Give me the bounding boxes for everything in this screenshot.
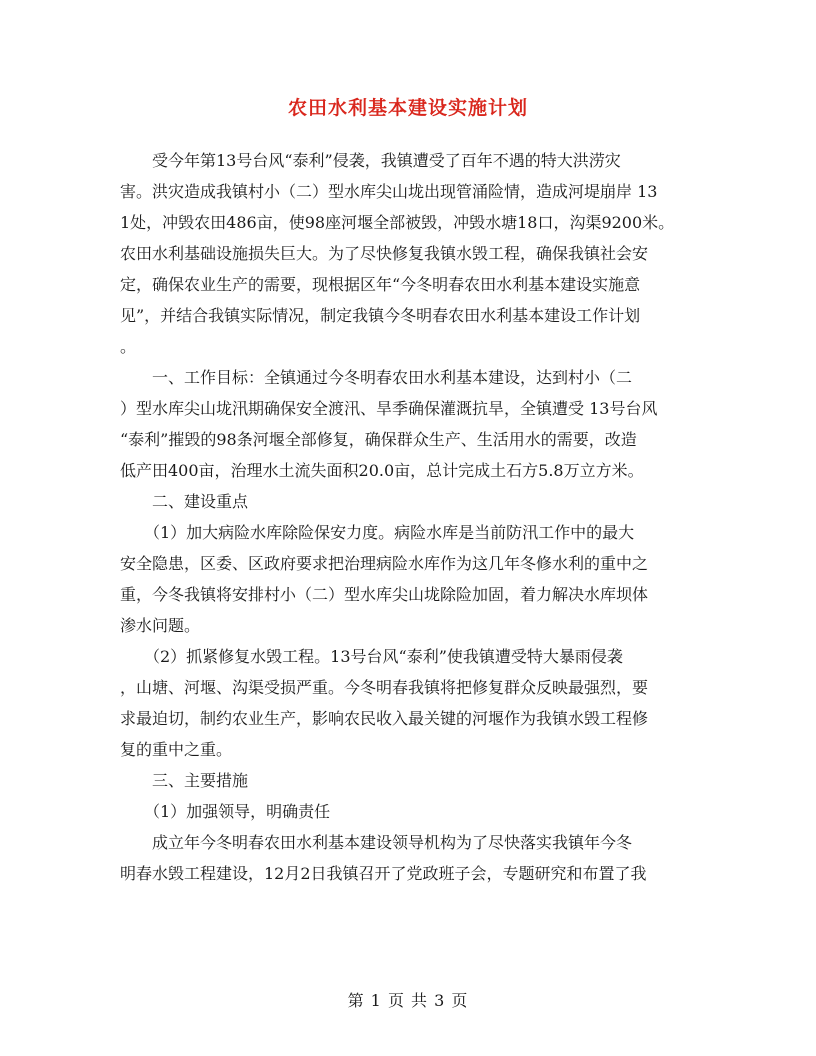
body-line: 农田水利基础设施损失巨大。为了尽快修复我镇水毁工程，确保我镇社会安 bbox=[120, 244, 649, 263]
body-line: 求最迫切，制约农业生产，影响农民收入最关键的河堰作为我镇水毁工程修 bbox=[120, 709, 649, 728]
body-line: 低产田400亩，治理水土流失面积20.0亩，总计完成土石方5.8万立方米。 bbox=[120, 461, 644, 480]
body-line: 渗水问题。 bbox=[120, 616, 201, 635]
section-heading: 三、主要措施 bbox=[120, 771, 249, 790]
document-body bbox=[120, 145, 700, 889]
document-title: 农田水利基本建设实施计划 bbox=[287, 97, 528, 119]
subsection-heading: （1）加强领导，明确责任 bbox=[120, 802, 331, 821]
body-line: 见”，并结合我镇实际情况，制定我镇今冬明春农田水利基本建设工作计划 bbox=[120, 306, 641, 325]
body-line: 1处，冲毁农田486亩，使98座河堰全部被毁，冲毁水塘18口，沟渠9200米。 bbox=[120, 213, 675, 232]
body-line: 一、工作目标：全镇通过今冬明春农田水利基本建设，达到村小（二 bbox=[120, 368, 633, 387]
body-line: 。 bbox=[120, 337, 137, 356]
body-line: （1）加大病险水库除险保安力度。病险水库是当前防汛工作中的最大 bbox=[120, 523, 635, 542]
body-line: ）型水库尖山垅汛期确保安全渡汛、旱季确保灌溉抗旱，全镇遭受 13号台风 bbox=[120, 399, 658, 418]
body-line: 定，确保农业生产的需要，现根据区年“今冬明春农田水利基本建设实施意 bbox=[120, 275, 641, 294]
body-line: 重，今冬我镇将安排村小（二）型水库尖山垅除险加固，着力解决水库坝体 bbox=[120, 585, 649, 604]
body-line: （2）抓紧修复水毁工程。13号台风“泰利”使我镇遭受特大暴雨侵袭 bbox=[120, 647, 623, 666]
body-line: 明春水毁工程建设，12月2日我镇召开了党政班子会，专题研究和布置了我 bbox=[120, 864, 647, 883]
body-line: 安全隐患，区委、区政府要求把治理病险水库作为这几年冬修水利的重中之 bbox=[120, 554, 649, 573]
body-line: “泰利”摧毁的98条河堰全部修复，确保群众生产、生活用水的需要，改造 bbox=[120, 430, 637, 449]
body-line: 受今年第13号台风“泰利”侵袭，我镇遭受了百年不遇的特大洪涝灾 bbox=[120, 151, 621, 170]
body-line: 成立年今冬明春农田水利基本建设领导机构为了尽快落实我镇年今冬 bbox=[120, 833, 633, 852]
body-line: 复的重中之重。 bbox=[120, 740, 233, 759]
page-footer: 第 1 页 共 3 页 bbox=[347, 991, 469, 1010]
body-line: 害。洪灾造成我镇村小（二）型水库尖山垅出现管涌险情，造成河堤崩岸 13 bbox=[120, 182, 658, 201]
section-heading: 二、建设重点 bbox=[120, 492, 249, 511]
body-line: ，山塘、河堰、沟渠受损严重。今冬明春我镇将把修复群众反映最强烈，要 bbox=[120, 678, 649, 697]
